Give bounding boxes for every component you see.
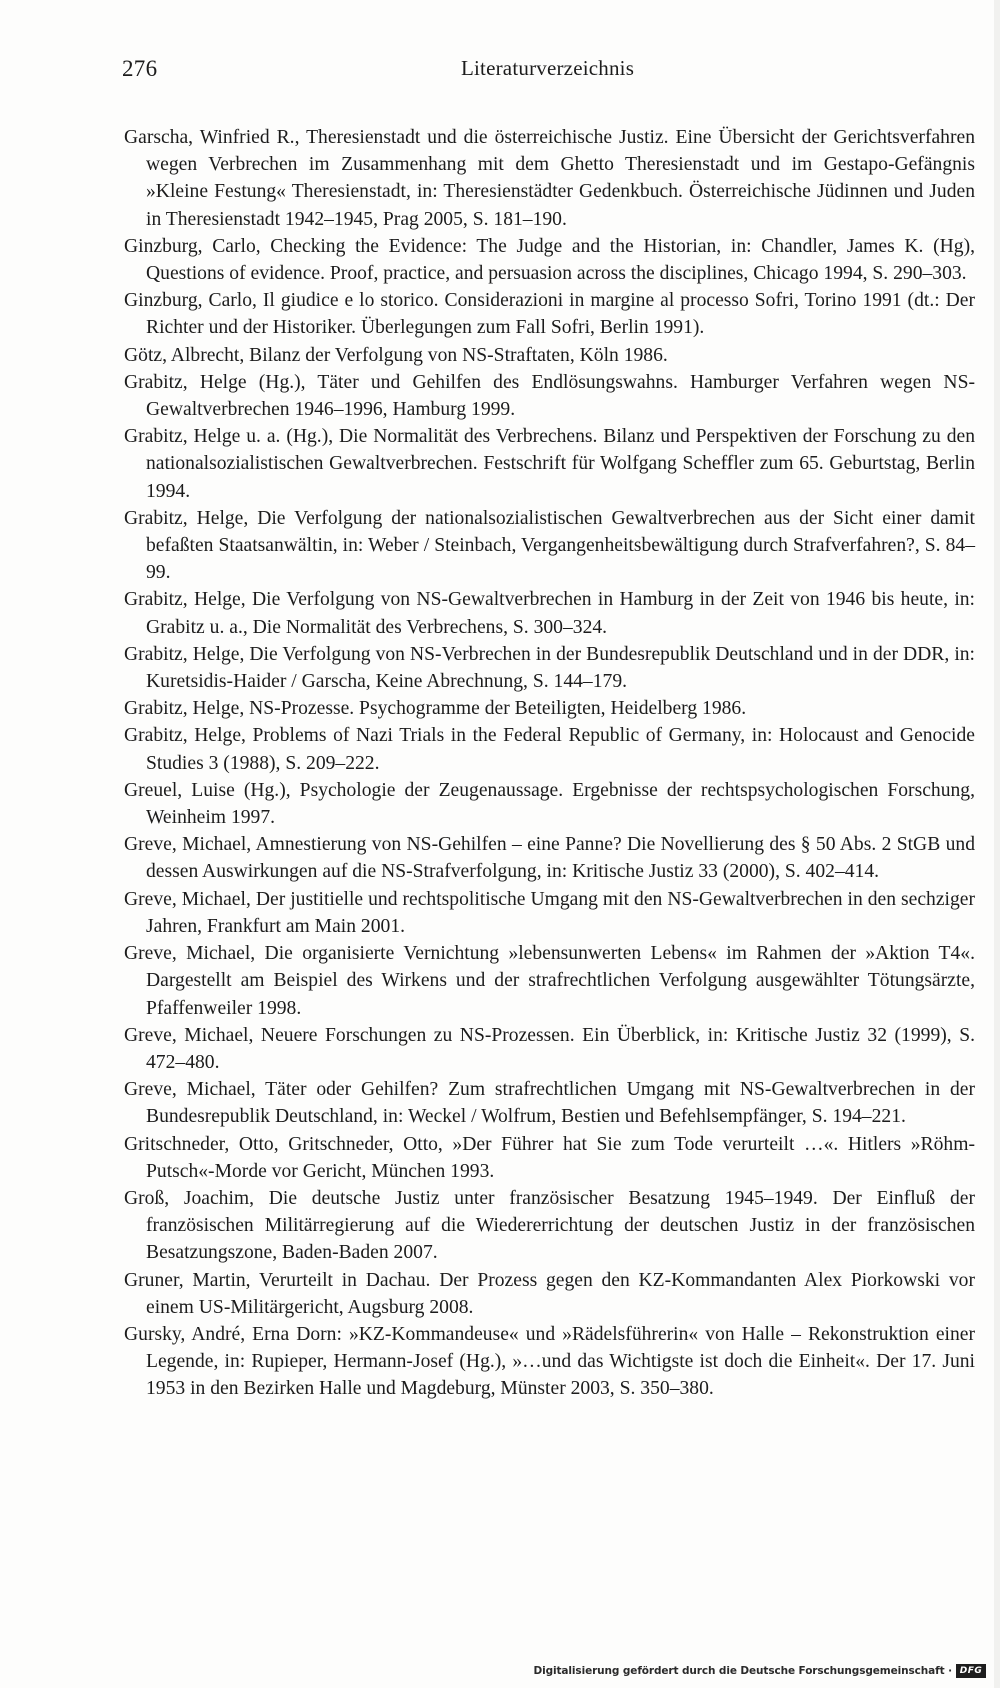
bibliography-entry: Greve, Michael, Neuere Forschungen zu NS-Prozessen. Ein Überblick, in: Kritische Justiz 32 (1999), S. 472–480.	[124, 1024, 975, 1073]
running-title: Literaturverzeichnis	[461, 56, 635, 80]
bibliography-entry: Grabitz, Helge u. a. (Hg.), Die Normalität des Verbrechens. Bilanz und Perspektiven der Forschung zu den nationalsozialistischen Gewaltverbrechen. Festschrift für Wolfgang Scheffler zum 65. Geburtstag, Berlin 1994.	[124, 426, 975, 502]
bibliography-entry: Gruner, Martin, Verurteilt in Dachau. Der Prozess gegen den KZ-Kommandanten Alex Piorkowski vor einem US-Militärgericht, Augsburg 2008.	[124, 1269, 975, 1318]
bibliography-list	[124, 124, 975, 1403]
bibliography-entry: Greve, Michael, Täter oder Gehilfen? Zum strafrechtlichen Umgang mit NS-Gewaltverbrechen in der Bundesrepublik Deutschland, in: Weckel / Wolfrum, Bestien und Befehlsempfänger, S. 194–221.	[124, 1079, 975, 1128]
bibliography-entry: Garscha, Winfried R., Theresienstadt und die österreichische Justiz. Eine Übersicht der Gerichtsverfahren wegen Verbrechen im Zusammenhang mit dem Ghetto Theresienstadt und im Gestapo-Gefängnis »Kleine Festung« Theresienstadt, in: Theresienstädter Gedenkbuch. Österreichische Jüdinnen und Juden in Theresienstadt 1942–1945, Prag 2005, S. 181–190.	[124, 127, 975, 230]
bibliography-entry: Gursky, André, Erna Dorn: »KZ-Kommandeuse« und »Rädelsführerin« von Halle – Rekonstruktion einer Legende, in: Rupieper, Hermann-Josef (Hg.), »…und das Wichtigste ist doch die Einheit«. Der 17. Juni 1953 in den Bezirken Halle und Magdeburg, Münster 2003, S. 350–380.	[124, 1323, 975, 1400]
bibliography-entry: Greve, Michael, Der justitielle und rechtspolitische Umgang mit den NS-Gewaltverbrechen in den sechziger Jahren, Frankfurt am Main 2001.	[124, 888, 975, 937]
digitization-footer	[533, 1660, 986, 1682]
bibliography-entry: Grabitz, Helge (Hg.), Täter und Gehilfen des Endlösungswahns. Hamburger Verfahren wegen NS-Gewaltverbrechen 1946–1996, Hamburg 1999.	[124, 371, 975, 421]
bibliography-entry: Grabitz, Helge, Die Verfolgung von NS-Verbrechen in der Bundesrepublik Deutschland und in der DDR, in: Kuretsidis-Haider / Garscha, Keine Abrechnung, S. 144–179.	[124, 643, 975, 693]
bibliography-entry: Greve, Michael, Die organisierte Vernichtung »lebensunwerten Lebens« im Rahmen der »Aktion T4«. Dargestellt am Beispiel des Wirkens und der strafrechtlichen Verfolgung ausgewählter Tötungsärzte, Pfaffenweiler 1998.	[124, 943, 975, 1019]
bibliography-entry: Greuel, Luise (Hg.), Psychologie der Zeugenaussage. Ergebnisse der rechtspsychologischen Forschung, Weinheim 1997.	[124, 779, 975, 829]
dfg-logo: DFG	[956, 1664, 986, 1678]
digitization-note: Digitalisierung gefördert durch die Deutsche Forschungsgemeinschaft ·	[533, 1665, 952, 1677]
bibliography-entry: Grabitz, Helge, Problems of Nazi Trials in the Federal Republic of Germany, in: Holocaust and Genocide Studies 3 (1988), S. 209–222.	[124, 725, 975, 774]
bibliography-entry: Gritschneder, Otto, Gritschneder, Otto, »Der Führer hat Sie zum Tode verurteilt …«. Hitlers »Röhm-Putsch«-Morde vor Gericht, München 1993.	[124, 1133, 975, 1182]
bibliography-entry: Grabitz, Helge, Die Verfolgung von NS-Gewaltverbrechen in Hamburg in der Zeit von 1946 bis heute, in: Grabitz u. a., Die Normalität des Verbrechens, S. 300–324.	[124, 589, 975, 638]
bibliography-entry: Groß, Joachim, Die deutsche Justiz unter französischer Besatzung 1945–1949. Der Einfluß der französischen Militärregierung auf die Wiedererrichtung der deutschen Justiz in der französischen Besatzungszone, Baden-Baden 2007.	[124, 1187, 975, 1264]
bibliography-entry: Grabitz, Helge, Die Verfolgung der nationalsozialistischen Gewaltverbrechen aus der Sicht einer damit befaßten Staatsanwältin, in: Weber / Steinbach, Vergangenheitsbewältigung durch Strafverfahren?, S. 84–99.	[124, 507, 975, 584]
bibliography-entry: Götz, Albrecht, Bilanz der Verfolgung von NS-Straftaten, Köln 1986.	[124, 344, 668, 366]
page-edge	[994, 0, 1000, 1688]
bibliography-entry: Grabitz, Helge, NS-Prozesse. Psychogramme der Beteiligten, Heidelberg 1986.	[124, 698, 747, 720]
page-header	[122, 50, 974, 90]
bibliography-entry: Greve, Michael, Amnestierung von NS-Gehilfen – eine Panne? Die Novellierung des § 50 Abs. 2 StGB und dessen Auswirkungen auf die NS-Strafverfolgung, in: Kritische Justiz 33 (2000), S. 402–414.	[124, 834, 975, 883]
page-number: 276	[122, 56, 158, 81]
bibliography-entry: Ginzburg, Carlo, Checking the Evidence: The Judge and the Historian, in: Chandler, James K. (Hg), Questions of evidence. Proof, practice, and persuasion across the disciplines, Chicago 1994, S. 290–303.	[124, 235, 975, 285]
bibliography-entry: Ginzburg, Carlo, Il giudice e lo storico. Considerazioni in margine al processo Sofri, Torino 1991 (dt.: Der Richter und der Historiker. Überlegungen zum Fall Sofri, Berlin 1991).	[124, 290, 975, 339]
